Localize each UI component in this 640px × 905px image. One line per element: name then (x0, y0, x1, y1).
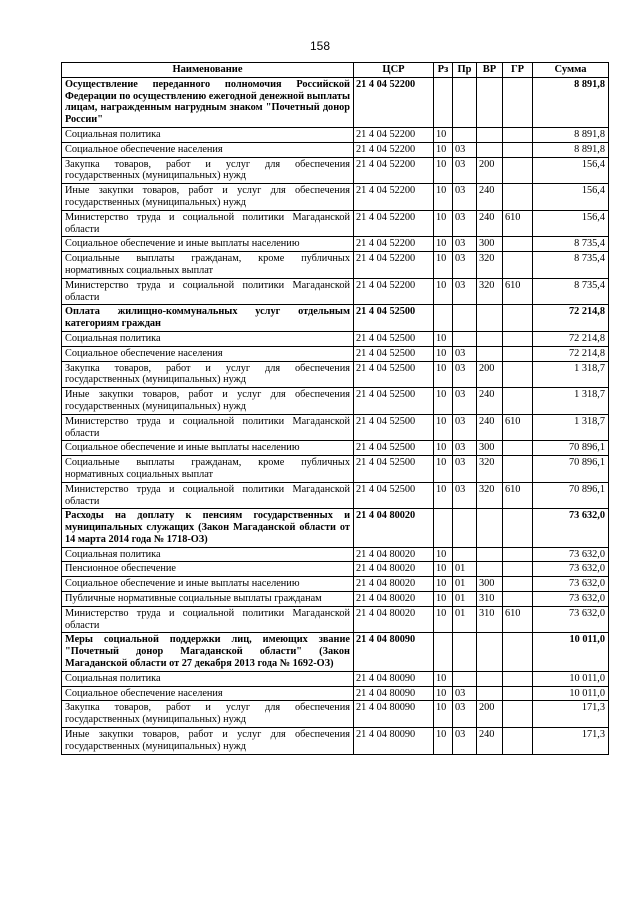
cell-gr: 610 (503, 606, 533, 633)
cell-pr (453, 671, 477, 686)
table-row (62, 77, 609, 127)
cell-gr (503, 346, 533, 361)
cell-pr: 03 (453, 252, 477, 279)
cell-csr: 21 4 04 52200 (354, 142, 434, 157)
cell-vr (477, 509, 503, 547)
cell-vr (477, 346, 503, 361)
cell-csr: 21 4 04 52500 (354, 482, 434, 509)
cell-name: Иные закупки товаров, работ и услуг для обеспечения государственных (муниципальных) нужд (62, 728, 354, 755)
cell-name: Иные закупки товаров, работ и услуг для обеспечения государственных (муниципальных) нужд (62, 184, 354, 211)
cell-csr: 21 4 04 52200 (354, 157, 434, 184)
cell-name: Оплата жилищно-коммунальных услуг отдельным категориям граждан (62, 305, 354, 332)
cell-name: Социальная политика (62, 331, 354, 346)
table-row (62, 346, 609, 361)
cell-vr: 200 (477, 361, 503, 388)
cell-gr (503, 728, 533, 755)
cell-rz: 10 (434, 441, 453, 456)
cell-sum: 156,4 (533, 184, 609, 211)
table-row (62, 361, 609, 388)
cell-sum: 8 891,8 (533, 77, 609, 127)
cell-name: Социальное обеспечение и иные выплаты населению (62, 577, 354, 592)
cell-sum: 72 214,8 (533, 346, 609, 361)
table-row (62, 331, 609, 346)
cell-sum: 73 632,0 (533, 562, 609, 577)
cell-sum: 171,3 (533, 701, 609, 728)
table-row (62, 414, 609, 441)
cell-vr: 200 (477, 157, 503, 184)
cell-gr (503, 252, 533, 279)
cell-name: Социальное обеспечение населения (62, 142, 354, 157)
cell-rz: 10 (434, 127, 453, 142)
cell-name: Осуществление переданного полномочия Российской Федерации по осуществлению ежегодной денежной выплаты лицам, награжденным нагрудным знаком "Почетный донор России" (62, 77, 354, 127)
cell-pr: 03 (453, 728, 477, 755)
cell-gr (503, 237, 533, 252)
cell-pr: 03 (453, 701, 477, 728)
page-number: 158 (309, 39, 331, 53)
table-row (62, 482, 609, 509)
cell-csr: 21 4 04 80020 (354, 577, 434, 592)
cell-vr (477, 686, 503, 701)
column-header-rz: Рз (434, 63, 453, 78)
cell-vr: 310 (477, 606, 503, 633)
cell-gr (503, 671, 533, 686)
cell-rz: 10 (434, 142, 453, 157)
cell-name: Министерство труда и социальной политики Магаданской области (62, 414, 354, 441)
cell-sum: 73 632,0 (533, 592, 609, 607)
table-row (62, 671, 609, 686)
cell-name: Меры социальной поддержки лиц, имеющих звание "Почетный донор Магаданской области" (Закон Магаданской области от 27 декабря 2013 года № 1692-ОЗ) (62, 633, 354, 671)
table-row (62, 237, 609, 252)
cell-rz: 10 (434, 592, 453, 607)
cell-vr: 240 (477, 414, 503, 441)
cell-gr (503, 577, 533, 592)
cell-pr: 03 (453, 361, 477, 388)
cell-csr: 21 4 04 52200 (354, 184, 434, 211)
cell-rz (434, 305, 453, 332)
table-row (62, 562, 609, 577)
cell-sum: 73 632,0 (533, 577, 609, 592)
column-header-sum: Сумма (533, 63, 609, 78)
cell-csr: 21 4 04 80020 (354, 606, 434, 633)
cell-sum: 10 011,0 (533, 671, 609, 686)
cell-vr: 240 (477, 388, 503, 415)
table-row (62, 142, 609, 157)
cell-vr: 240 (477, 728, 503, 755)
cell-vr: 240 (477, 184, 503, 211)
cell-pr: 03 (453, 210, 477, 237)
cell-gr (503, 305, 533, 332)
cell-name: Министерство труда и социальной политики Магаданской области (62, 278, 354, 305)
cell-rz (434, 633, 453, 671)
cell-vr (477, 562, 503, 577)
cell-sum: 73 632,0 (533, 547, 609, 562)
cell-rz: 10 (434, 346, 453, 361)
cell-csr: 21 4 04 52500 (354, 305, 434, 332)
cell-csr: 21 4 04 80020 (354, 547, 434, 562)
cell-gr: 610 (503, 278, 533, 305)
cell-vr: 200 (477, 701, 503, 728)
cell-csr: 21 4 04 52500 (354, 346, 434, 361)
cell-csr: 21 4 04 80020 (354, 562, 434, 577)
cell-gr: 610 (503, 210, 533, 237)
cell-vr (477, 671, 503, 686)
table-row (62, 633, 609, 671)
cell-sum: 1 318,7 (533, 388, 609, 415)
budget-table (61, 62, 609, 755)
table-row (62, 305, 609, 332)
cell-csr: 21 4 04 80090 (354, 686, 434, 701)
table-row (62, 592, 609, 607)
cell-csr: 21 4 04 52200 (354, 77, 434, 127)
cell-rz (434, 77, 453, 127)
cell-name: Закупка товаров, работ и услуг для обеспечения государственных (муниципальных) нужд (62, 157, 354, 184)
cell-rz: 10 (434, 184, 453, 211)
cell-gr: 610 (503, 414, 533, 441)
table-row (62, 686, 609, 701)
cell-rz: 10 (434, 210, 453, 237)
cell-vr: 240 (477, 210, 503, 237)
cell-name: Закупка товаров, работ и услуг для обеспечения государственных (муниципальных) нужд (62, 361, 354, 388)
cell-pr (453, 305, 477, 332)
cell-rz: 10 (434, 671, 453, 686)
cell-name: Социальное обеспечение населения (62, 346, 354, 361)
cell-gr (503, 547, 533, 562)
cell-rz: 10 (434, 237, 453, 252)
cell-sum: 8 891,8 (533, 127, 609, 142)
cell-vr: 300 (477, 237, 503, 252)
cell-name: Пенсионное обеспечение (62, 562, 354, 577)
cell-name: Социальная политика (62, 547, 354, 562)
cell-rz: 10 (434, 278, 453, 305)
cell-pr (453, 509, 477, 547)
cell-name: Закупка товаров, работ и услуг для обеспечения государственных (муниципальных) нужд (62, 701, 354, 728)
cell-pr: 01 (453, 562, 477, 577)
cell-pr: 03 (453, 184, 477, 211)
cell-vr: 310 (477, 592, 503, 607)
table-row (62, 127, 609, 142)
cell-pr: 03 (453, 157, 477, 184)
cell-pr (453, 77, 477, 127)
cell-pr: 01 (453, 577, 477, 592)
cell-gr (503, 127, 533, 142)
cell-sum: 1 318,7 (533, 361, 609, 388)
cell-pr: 03 (453, 237, 477, 252)
cell-rz: 10 (434, 388, 453, 415)
cell-gr (503, 157, 533, 184)
cell-pr: 03 (453, 142, 477, 157)
cell-csr: 21 4 04 52200 (354, 278, 434, 305)
cell-sum: 10 011,0 (533, 633, 609, 671)
column-header-pr: Пр (453, 63, 477, 78)
cell-csr: 21 4 04 52500 (354, 414, 434, 441)
cell-name: Социальные выплаты гражданам, кроме публичных нормативных социальных выплат (62, 456, 354, 483)
cell-gr (503, 509, 533, 547)
cell-rz: 10 (434, 482, 453, 509)
cell-csr: 21 4 04 80090 (354, 701, 434, 728)
cell-name: Социальное обеспечение населения (62, 686, 354, 701)
cell-sum: 8 735,4 (533, 278, 609, 305)
cell-rz: 10 (434, 547, 453, 562)
table-header-row (62, 63, 609, 78)
cell-gr (503, 441, 533, 456)
cell-pr (453, 633, 477, 671)
cell-name: Расходы на доплату к пенсиям государственных и муниципальных служащих (Закон Магаданской области от 14 марта 2014 года № 1718-ОЗ) (62, 509, 354, 547)
cell-pr (453, 331, 477, 346)
cell-sum: 156,4 (533, 157, 609, 184)
cell-sum: 72 214,8 (533, 305, 609, 332)
cell-rz: 10 (434, 686, 453, 701)
cell-rz: 10 (434, 606, 453, 633)
cell-vr: 300 (477, 577, 503, 592)
cell-sum: 70 896,1 (533, 482, 609, 509)
cell-sum: 171,3 (533, 728, 609, 755)
cell-csr: 21 4 04 52200 (354, 127, 434, 142)
cell-rz: 10 (434, 157, 453, 184)
cell-pr: 03 (453, 388, 477, 415)
cell-csr: 21 4 04 52500 (354, 388, 434, 415)
cell-pr: 03 (453, 456, 477, 483)
cell-gr (503, 686, 533, 701)
cell-pr: 03 (453, 414, 477, 441)
table-row (62, 606, 609, 633)
cell-name: Публичные нормативные социальные выплаты гражданам (62, 592, 354, 607)
cell-name: Министерство труда и социальной политики Магаданской области (62, 210, 354, 237)
cell-pr: 03 (453, 686, 477, 701)
cell-gr (503, 701, 533, 728)
cell-name: Социальное обеспечение и иные выплаты населению (62, 237, 354, 252)
cell-gr (503, 456, 533, 483)
cell-rz: 10 (434, 562, 453, 577)
cell-csr: 21 4 04 80090 (354, 728, 434, 755)
cell-name: Социальные выплаты гражданам, кроме публичных нормативных социальных выплат (62, 252, 354, 279)
cell-rz (434, 509, 453, 547)
cell-vr (477, 77, 503, 127)
cell-pr (453, 127, 477, 142)
cell-rz: 10 (434, 361, 453, 388)
cell-pr: 03 (453, 346, 477, 361)
cell-csr: 21 4 04 52500 (354, 331, 434, 346)
cell-name: Социальная политика (62, 671, 354, 686)
cell-rz: 10 (434, 456, 453, 483)
cell-name: Социальная политика (62, 127, 354, 142)
cell-rz: 10 (434, 252, 453, 279)
cell-vr (477, 547, 503, 562)
table-row (62, 441, 609, 456)
cell-gr (503, 361, 533, 388)
cell-sum: 156,4 (533, 210, 609, 237)
table-row (62, 210, 609, 237)
cell-sum: 10 011,0 (533, 686, 609, 701)
cell-csr: 21 4 04 52500 (354, 456, 434, 483)
cell-vr: 320 (477, 456, 503, 483)
cell-rz: 10 (434, 414, 453, 441)
table-row (62, 184, 609, 211)
cell-name: Социальное обеспечение и иные выплаты населению (62, 441, 354, 456)
cell-vr (477, 142, 503, 157)
cell-gr: 610 (503, 482, 533, 509)
cell-csr: 21 4 04 52200 (354, 252, 434, 279)
cell-name: Министерство труда и социальной политики Магаданской области (62, 482, 354, 509)
cell-csr: 21 4 04 52200 (354, 210, 434, 237)
cell-vr: 300 (477, 441, 503, 456)
cell-sum: 73 632,0 (533, 606, 609, 633)
cell-gr (503, 592, 533, 607)
cell-sum: 70 896,1 (533, 441, 609, 456)
cell-rz: 10 (434, 701, 453, 728)
cell-csr: 21 4 04 80090 (354, 671, 434, 686)
cell-vr (477, 331, 503, 346)
cell-csr: 21 4 04 52200 (354, 237, 434, 252)
cell-sum: 72 214,8 (533, 331, 609, 346)
table-row (62, 252, 609, 279)
column-header-vr: ВР (477, 63, 503, 78)
cell-sum: 8 735,4 (533, 237, 609, 252)
cell-vr: 320 (477, 252, 503, 279)
table-row (62, 157, 609, 184)
cell-gr (503, 388, 533, 415)
cell-gr (503, 562, 533, 577)
cell-pr: 03 (453, 482, 477, 509)
table-row (62, 509, 609, 547)
cell-gr (503, 77, 533, 127)
cell-sum: 73 632,0 (533, 509, 609, 547)
table-row (62, 701, 609, 728)
table-row (62, 388, 609, 415)
cell-name: Иные закупки товаров, работ и услуг для обеспечения государственных (муниципальных) нужд (62, 388, 354, 415)
cell-name: Министерство труда и социальной политики Магаданской области (62, 606, 354, 633)
table-row (62, 577, 609, 592)
column-header-gr: ГР (503, 63, 533, 78)
cell-sum: 8 891,8 (533, 142, 609, 157)
cell-pr: 03 (453, 441, 477, 456)
cell-csr: 21 4 04 80090 (354, 633, 434, 671)
cell-sum: 8 735,4 (533, 252, 609, 279)
cell-gr (503, 331, 533, 346)
cell-gr (503, 142, 533, 157)
cell-pr: 01 (453, 606, 477, 633)
cell-vr (477, 127, 503, 142)
cell-pr (453, 547, 477, 562)
cell-vr (477, 305, 503, 332)
cell-vr: 320 (477, 482, 503, 509)
table-row (62, 456, 609, 483)
cell-vr (477, 633, 503, 671)
cell-csr: 21 4 04 52500 (354, 441, 434, 456)
table-row (62, 547, 609, 562)
cell-gr (503, 633, 533, 671)
cell-pr: 03 (453, 278, 477, 305)
table-row (62, 728, 609, 755)
cell-gr (503, 184, 533, 211)
cell-vr: 320 (477, 278, 503, 305)
cell-sum: 70 896,1 (533, 456, 609, 483)
cell-csr: 21 4 04 80020 (354, 592, 434, 607)
table-body (62, 77, 609, 754)
column-header-name: Наименование (62, 63, 354, 78)
cell-rz: 10 (434, 728, 453, 755)
cell-csr: 21 4 04 52500 (354, 361, 434, 388)
table-row (62, 278, 609, 305)
column-header-csr: ЦСР (354, 63, 434, 78)
cell-sum: 1 318,7 (533, 414, 609, 441)
cell-csr: 21 4 04 80020 (354, 509, 434, 547)
cell-rz: 10 (434, 331, 453, 346)
cell-rz: 10 (434, 577, 453, 592)
cell-pr: 01 (453, 592, 477, 607)
